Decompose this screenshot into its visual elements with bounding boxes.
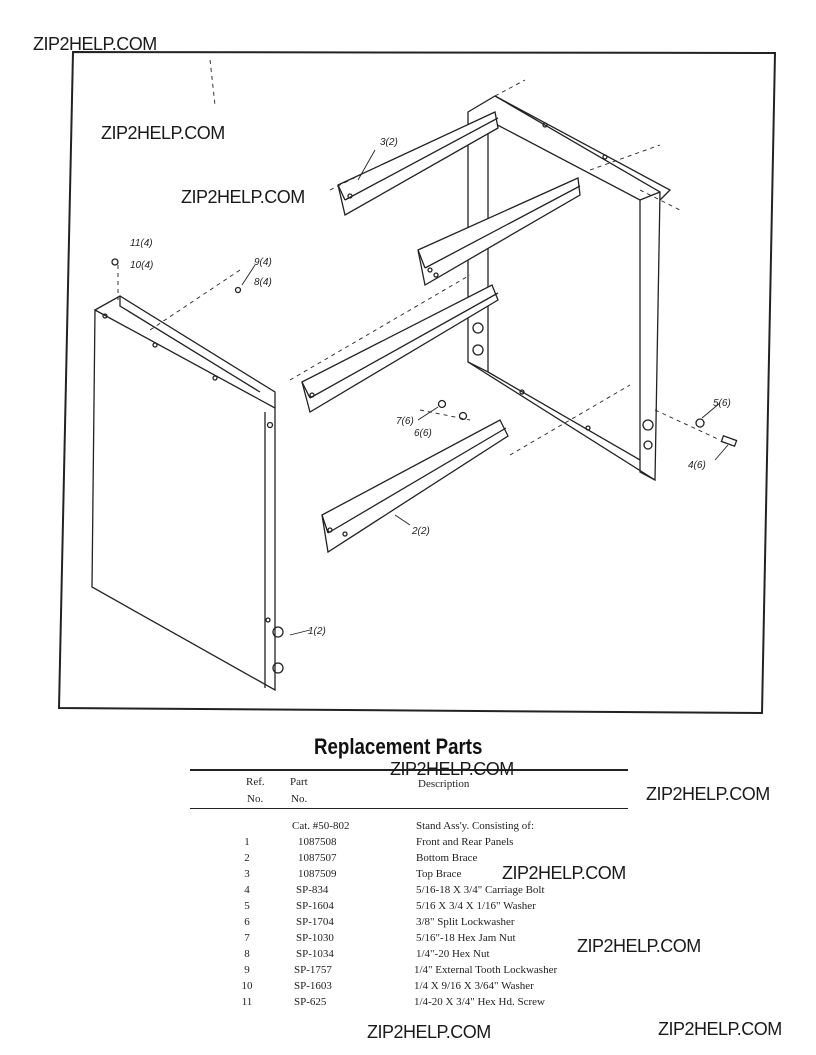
table-row [0, 868, 816, 884]
watermark: ZIP2HELP.COM [390, 759, 514, 779]
callout-6: 6(6) [414, 428, 432, 439]
part-no: SP-1034 [296, 948, 334, 960]
table-row [0, 884, 816, 900]
description: Top Brace [416, 868, 462, 880]
watermark: ZIP2HELP.COM [658, 1019, 782, 1039]
ref-no: 6 [244, 916, 250, 928]
callout-9: 9(4) [254, 257, 272, 268]
parts-title: Replacement Parts [314, 734, 483, 759]
watermark: ZIP2HELP.COM [502, 863, 626, 883]
table-header-rule [190, 808, 628, 809]
part-no: Cat. #50-802 [292, 820, 350, 832]
part-no: 1087508 [298, 836, 337, 848]
watermark: ZIP2HELP.COM [367, 1022, 491, 1042]
watermark: ZIP2HELP.COM [33, 34, 157, 54]
table-row [0, 964, 816, 980]
ref-no: 11 [241, 996, 253, 1008]
watermark: ZIP2HELP.COM [181, 187, 305, 207]
ref-no: 1 [244, 836, 250, 848]
callout-1: 1(2) [308, 626, 326, 637]
callout-11: 11(4) [130, 238, 153, 249]
description: 3/8" Split Lockwasher [416, 916, 515, 928]
description: 1/4-20 X 3/4" Hex Hd. Screw [414, 996, 545, 1008]
callout-5: 5(6) [713, 398, 731, 409]
ref-no: 7 [244, 932, 250, 944]
header-part-2: No. [291, 793, 308, 805]
part-no: SP-1604 [296, 900, 334, 912]
ref-no: 8 [244, 948, 250, 960]
watermark: ZIP2HELP.COM [101, 123, 225, 143]
ref-no: 4 [244, 884, 250, 896]
description: Stand Ass'y. Consisting of: [416, 820, 535, 832]
part-no: SP-834 [296, 884, 329, 896]
header-ref-1: Ref. [246, 776, 265, 788]
table-row [0, 916, 816, 932]
part-no: 1087509 [298, 868, 337, 880]
table-row [0, 852, 816, 868]
ref-no: 10 [241, 980, 253, 992]
description: 5/16-18 X 3/4" Carriage Bolt [416, 884, 545, 896]
description: Bottom Brace [416, 852, 478, 864]
description: Front and Rear Panels [416, 836, 514, 848]
part-no: SP-1757 [294, 964, 332, 976]
watermark: ZIP2HELP.COM [646, 784, 770, 804]
ref-no: 9 [244, 964, 250, 976]
part-no: SP-1030 [296, 932, 334, 944]
description: 1/4 X 9/16 X 3/64" Washer [414, 980, 534, 992]
ref-no: 3 [244, 868, 250, 880]
front-panel [92, 296, 283, 690]
table-row [0, 996, 816, 1012]
ref-no: 2 [244, 852, 250, 864]
part-no: 1087507 [298, 852, 337, 864]
part-no: SP-1704 [296, 916, 334, 928]
description: 1/4" External Tooth Lockwasher [414, 964, 558, 976]
top-brace-lower [418, 178, 580, 285]
table-row [0, 900, 816, 916]
part-no: SP-1603 [294, 980, 332, 992]
description: 1/4"-20 Hex Nut [416, 948, 490, 960]
callout-2: 2(2) [412, 526, 430, 537]
callout-7: 7(6) [396, 416, 414, 427]
callout-8: 8(4) [254, 277, 272, 288]
part-no: SP-625 [294, 996, 327, 1008]
watermark: ZIP2HELP.COM [577, 936, 701, 956]
header-ref-2: No. [247, 793, 264, 805]
table-row [0, 820, 816, 836]
header-part-1: Part [290, 776, 308, 788]
description: 5/16 X 3/4 X 1/16" Washer [416, 900, 536, 912]
description: 5/16"-18 Hex Jam Nut [416, 932, 516, 944]
table-row [0, 980, 816, 996]
callout-10: 10(4) [130, 260, 154, 271]
callout-3: 3(2) [380, 137, 398, 148]
table-row [0, 836, 816, 852]
ref-no: 5 [244, 900, 250, 912]
header-description: Description [418, 778, 470, 790]
callout-4: 4(6) [688, 460, 706, 471]
